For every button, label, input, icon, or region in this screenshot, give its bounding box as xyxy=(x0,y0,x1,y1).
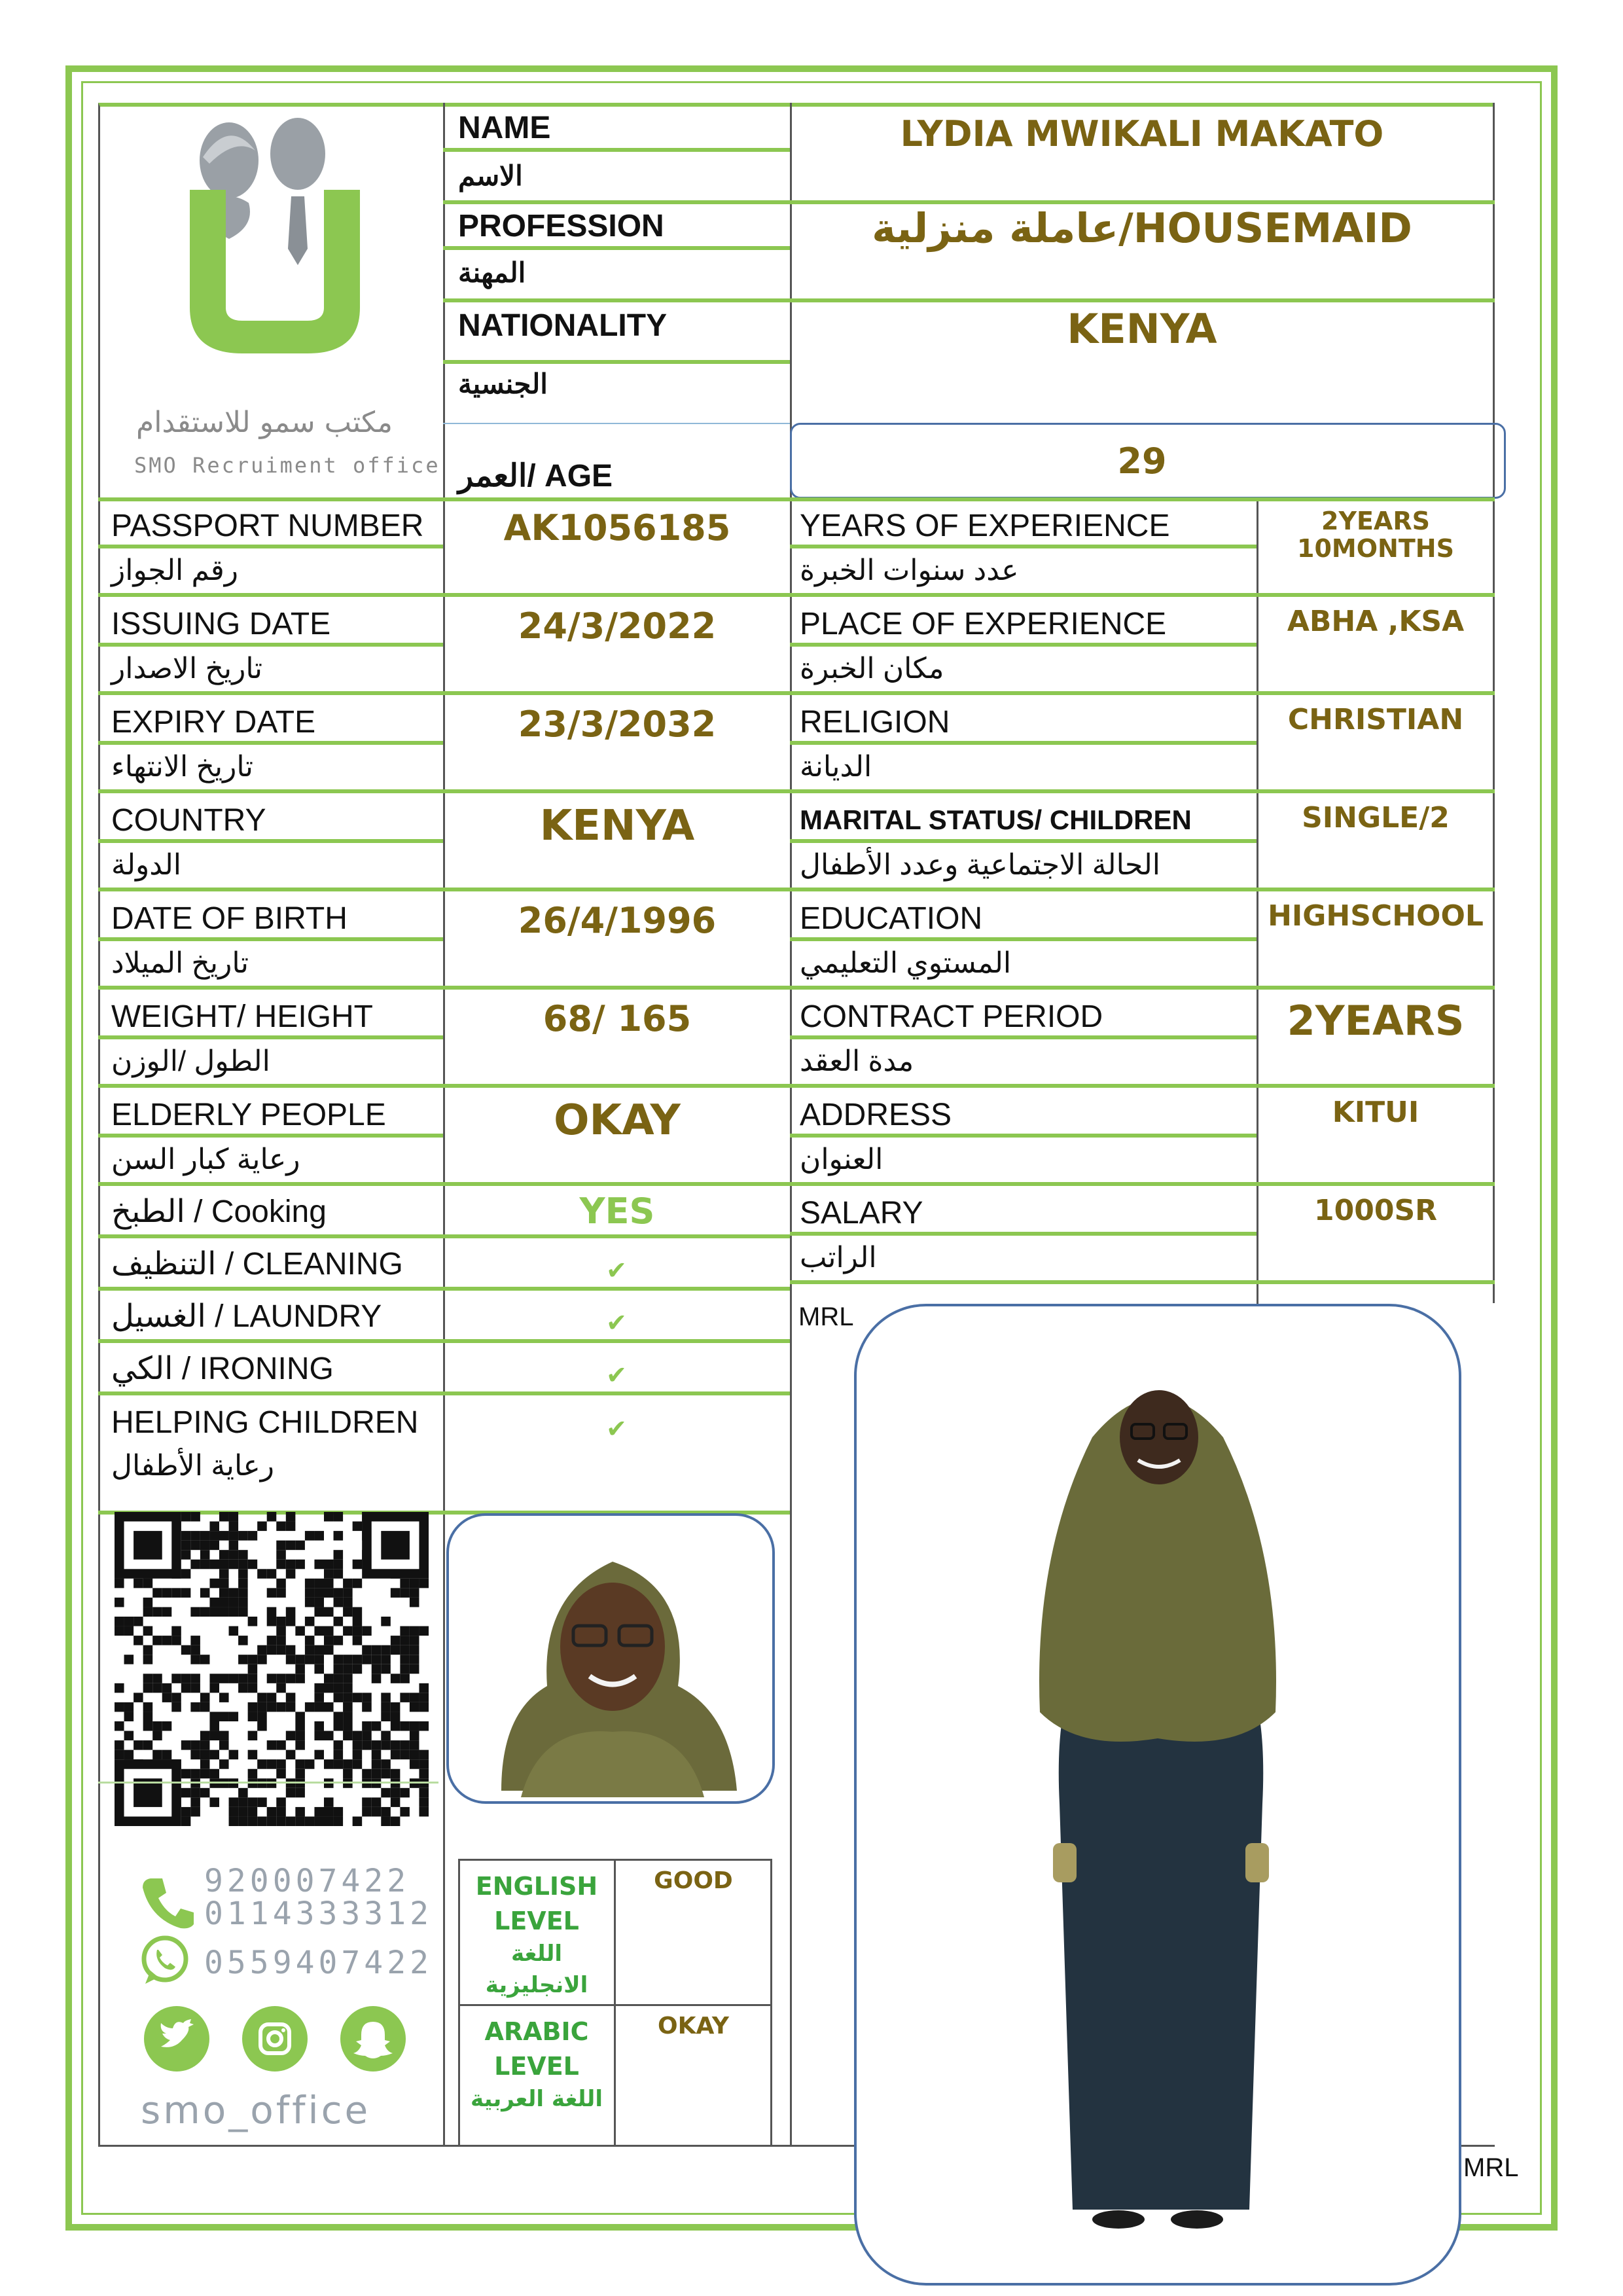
left-row-label: DATE OF BIRTH xyxy=(111,901,348,936)
left-row-divider xyxy=(98,839,443,843)
right-row-label-ar: مدة العقد xyxy=(800,1045,914,1077)
right-row-divider xyxy=(790,1232,1257,1236)
col-divider-right xyxy=(1493,103,1495,1303)
left-row-label: COUNTRY xyxy=(111,803,266,838)
qr-code xyxy=(115,1512,429,1826)
left-row-divider xyxy=(98,1035,443,1039)
arabic-level-label xyxy=(461,2015,612,2115)
right-row-bottom-line xyxy=(790,1182,1495,1186)
right-row-bottom-line xyxy=(790,986,1495,990)
snapchat-icon[interactable] xyxy=(340,2006,406,2072)
left-row-label-ar: تاريخ الاصدار xyxy=(111,653,263,685)
left-row-label-ar: تاريخ الانتهاء xyxy=(111,751,253,783)
logo-name-en: SMO Recruiment office xyxy=(134,453,440,478)
arabic-level-text: ARABIC LEVEL xyxy=(484,2017,589,2081)
right-row-label: MARITAL STATUS/ CHILDREN xyxy=(800,804,1192,835)
left-row-divider xyxy=(98,741,443,745)
right-row-bottom-line xyxy=(790,789,1495,793)
qr-divider xyxy=(98,1782,438,1784)
whatsapp-icon-svg xyxy=(139,1934,191,1986)
skill-row-line xyxy=(98,1234,790,1238)
left-row-value: OKAY xyxy=(554,1096,681,1145)
right-row-bottom-line xyxy=(790,1280,1495,1284)
left-row-divider xyxy=(98,643,443,647)
left-row-value: 24/3/2022 xyxy=(518,605,717,647)
nationality-label: NATIONALITY xyxy=(458,308,668,343)
left-row-divider xyxy=(98,545,443,548)
left-row-label: EXPIRY DATE xyxy=(111,705,316,740)
left-row-bottom-line xyxy=(98,593,790,597)
right-row-label-ar: عدد سنوات الخبرة xyxy=(800,554,1019,586)
right-row-divider xyxy=(790,545,1257,548)
mrl-label-top: MRL xyxy=(798,1302,854,1331)
left-row-bottom-line xyxy=(98,1182,790,1186)
full-body-image xyxy=(857,1306,1459,2283)
company-logo xyxy=(157,111,393,393)
right-row-value: ABHA ,KSA xyxy=(1287,605,1465,638)
right-row-label-ar: المستوي التعليمي xyxy=(800,947,1012,979)
skill-label-ar: رعاية الأطفال xyxy=(111,1450,274,1482)
left-row-label-ar: الدولة xyxy=(111,849,181,881)
right-row-bottom-line xyxy=(790,691,1495,695)
header-line xyxy=(443,298,1495,302)
contact-phone-2: 0114333312 xyxy=(204,1895,433,1932)
english-level-value: GOOD xyxy=(654,1867,733,1894)
right-row-value: SINGLE/2 xyxy=(1302,801,1450,834)
left-row-label: ISSUING DATE xyxy=(111,607,331,641)
arabic-level-text-ar: اللغة العربية xyxy=(471,2086,603,2113)
contact-whatsapp: 0559407422 xyxy=(204,1945,433,1981)
skill-check-icon: ✔ xyxy=(606,1256,627,1285)
right-row-label-ar: الديانة xyxy=(800,751,872,783)
skill-label: الغسيل / LAUNDRY xyxy=(111,1299,382,1334)
left-row-label-ar: رعاية كبار السن xyxy=(111,1143,300,1175)
contact-phone-1: 920007422 xyxy=(204,1863,410,1899)
logo-name-ar: مكتب سمو للاستقدام xyxy=(136,406,393,439)
name-value: LYDIA MWIKALI MAKATO xyxy=(900,113,1384,154)
left-row-bottom-line xyxy=(98,986,790,990)
language-table-divider xyxy=(614,1859,616,2147)
logo-figures-icon xyxy=(157,111,393,393)
skill-label: التنظيف / CLEANING xyxy=(111,1247,403,1282)
right-row-label-ar: مكان الخبرة xyxy=(800,653,944,685)
age-value: 29 xyxy=(1117,440,1167,482)
left-row-bottom-line xyxy=(98,1084,790,1088)
right-row-label: ADDRESS xyxy=(800,1098,952,1132)
right-row-bottom-line xyxy=(790,888,1495,891)
twitter-icon[interactable] xyxy=(144,2006,209,2072)
instagram-icon[interactable] xyxy=(242,2006,308,2072)
header-line xyxy=(443,246,790,250)
right-row-bottom-line xyxy=(790,1084,1495,1088)
right-row-divider xyxy=(790,937,1257,941)
left-row-bottom-line xyxy=(98,888,790,891)
left-row-value: 68/ 165 xyxy=(543,998,692,1039)
skill-row-line xyxy=(98,1287,790,1291)
english-level-text-ar: اللغة الانجليزية xyxy=(485,1941,588,1998)
whatsapp-icon xyxy=(139,1934,191,1986)
right-row-value: 2YEARS 10MONTHS xyxy=(1297,507,1454,563)
left-row-value: KENYA xyxy=(539,802,695,850)
english-level-label xyxy=(461,1869,612,2001)
skill-label: الطبخ / Cooking xyxy=(111,1194,327,1229)
header-line-thin xyxy=(443,423,790,424)
name-label: NAME xyxy=(458,111,551,145)
skill-check-icon: ✔ xyxy=(606,1414,627,1443)
skill-check-icon: ✔ xyxy=(606,1308,627,1337)
skill-value: YES xyxy=(579,1191,655,1232)
left-row-bottom-line xyxy=(98,789,790,793)
left-row-label-ar: تاريخ الميلاد xyxy=(111,947,249,979)
right-row-divider xyxy=(790,741,1257,745)
profession-label-ar: المهنة xyxy=(458,257,526,288)
skill-label: HELPING CHILDREN xyxy=(111,1405,419,1440)
header-line xyxy=(443,148,790,152)
name-label-ar: الاسم xyxy=(458,160,523,191)
right-row-label: PLACE OF EXPERIENCE xyxy=(800,607,1167,641)
left-row-value: 23/3/2032 xyxy=(518,704,717,745)
right-row-label: EDUCATION xyxy=(800,901,983,936)
right-row-value: 1000SR xyxy=(1313,1194,1438,1227)
phone-icon-svg xyxy=(137,1872,196,1931)
nationality-label-ar: الجنسية xyxy=(458,368,548,399)
language-table-row-divider xyxy=(458,2004,772,2006)
portrait-image xyxy=(449,1516,772,1801)
skill-row-line xyxy=(98,1391,790,1395)
skill-row-line xyxy=(98,1339,790,1343)
left-row-divider xyxy=(98,937,443,941)
right-row-value: KITUI xyxy=(1332,1096,1419,1129)
age-label: العمر/ AGE xyxy=(458,459,613,493)
left-row-bottom-line xyxy=(98,691,790,695)
col-divider-1 xyxy=(443,103,445,2147)
header-bottom-line xyxy=(98,497,1495,501)
right-row-divider xyxy=(790,1035,1257,1039)
left-row-label: WEIGHT/ HEIGHT xyxy=(111,999,373,1034)
mrl-label-bottom: MRL xyxy=(1463,2153,1519,2182)
right-row-label: CONTRACT PERIOD xyxy=(800,999,1103,1034)
right-row-value: HIGHSCHOOL xyxy=(1268,899,1484,933)
right-row-divider xyxy=(790,839,1257,843)
profession-value: عاملة منزلية/HOUSEMAID xyxy=(872,204,1412,252)
portrait-photo xyxy=(446,1513,775,1804)
profession-label: PROFESSION xyxy=(458,209,664,243)
instagram-camera-icon xyxy=(242,2006,308,2072)
left-row-divider xyxy=(98,1134,443,1138)
right-row-divider xyxy=(790,643,1257,647)
right-row-label: SALARY xyxy=(800,1196,923,1230)
left-row-label: ELDERLY PEOPLE xyxy=(111,1098,386,1132)
phone-icon xyxy=(137,1872,196,1931)
left-row-label-ar: الطول /الوزن xyxy=(111,1045,270,1077)
contact-handle: smo_office xyxy=(141,2088,371,2132)
right-row-label-ar: العنوان xyxy=(800,1143,883,1175)
english-level-text: ENGLISH LEVEL xyxy=(475,1872,598,1936)
nationality-value: KENYA xyxy=(1067,305,1217,353)
right-row-value: 2YEARS xyxy=(1287,997,1465,1045)
right-row-label-ar: الراتب xyxy=(800,1242,877,1274)
col-divider-2 xyxy=(790,103,792,2147)
right-row-bottom-line xyxy=(790,593,1495,597)
left-row-value: AK1056185 xyxy=(503,507,731,548)
qr-code-icon xyxy=(115,1512,429,1826)
left-row-label: PASSPORT NUMBER xyxy=(111,509,424,543)
right-row-label-ar: الحالة الاجتماعية وعدد الأطفال xyxy=(800,849,1161,881)
right-row-label: YEARS OF EXPERIENCE xyxy=(800,509,1170,543)
snapchat-ghost-icon xyxy=(340,2006,406,2072)
header-line xyxy=(443,360,790,364)
arabic-level-value: OKAY xyxy=(658,2013,729,2039)
right-row-value: CHRISTIAN xyxy=(1287,703,1464,736)
skill-label: الكي / IRONING xyxy=(111,1352,334,1386)
full-body-photo xyxy=(854,1304,1461,2286)
left-row-value: 26/4/1996 xyxy=(518,900,717,941)
left-row-label-ar: رقم الجواز xyxy=(111,554,239,586)
right-row-label: RELIGION xyxy=(800,705,950,740)
twitter-bird-icon xyxy=(144,2006,209,2072)
right-row-divider xyxy=(790,1134,1257,1138)
skill-check-icon: ✔ xyxy=(606,1361,627,1390)
